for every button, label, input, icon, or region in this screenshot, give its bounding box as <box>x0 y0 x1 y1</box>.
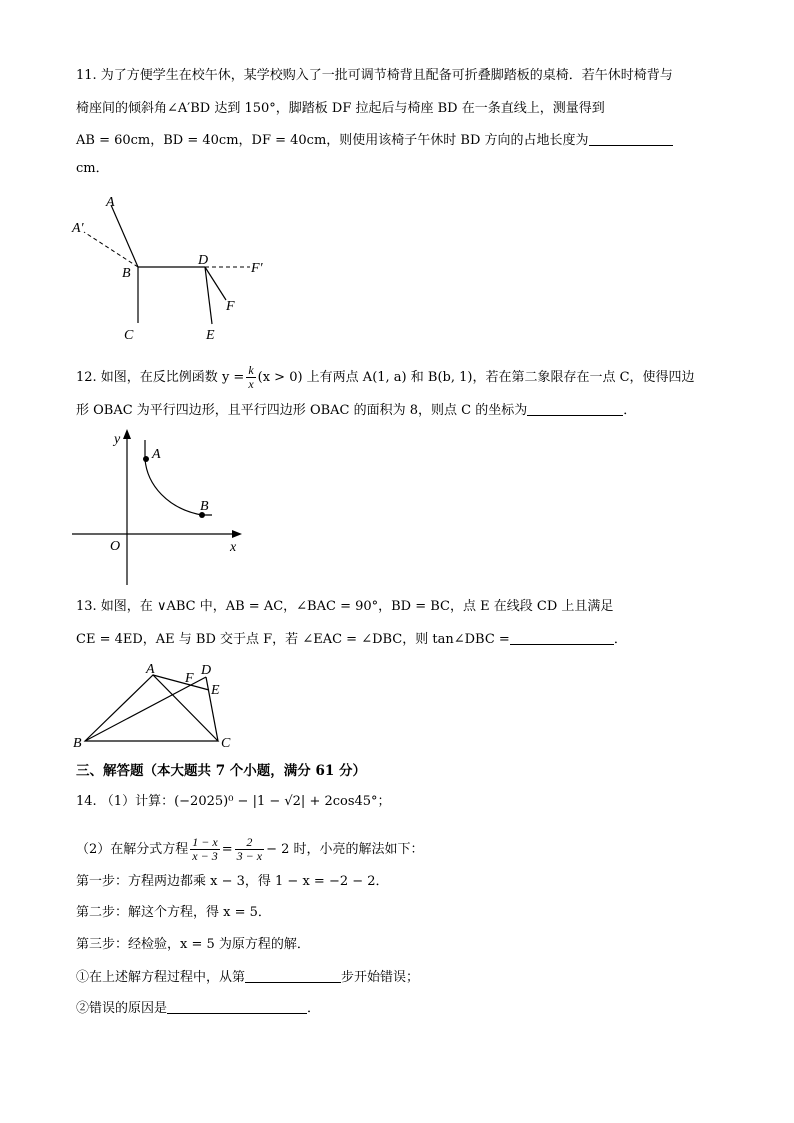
q12-frac-den: x <box>248 377 254 391</box>
y-axis-arrow <box>123 429 131 439</box>
q14-sub-2-end: ． <box>307 1001 321 1016</box>
q11-line-1: 11. 为了方便学生在校午休，某学校购入了一批可调节椅背且配备可折叠脚踏板的桌椅．若午休时椅背与 <box>76 68 673 83</box>
q13-line-2 <box>76 630 627 649</box>
label-a: A <box>152 447 161 462</box>
q12-frac-num: k <box>248 363 254 377</box>
label-e: E <box>206 328 215 343</box>
label-b: B <box>73 736 82 751</box>
label-d: D <box>201 663 212 678</box>
q14-sub-2 <box>76 999 320 1018</box>
q13-line-1: 13. 如图，在 ∨ABC 中，AB = AC，∠BAC = 90°，BD = BC，点 E 在线段 CD 上且满足 <box>76 599 614 614</box>
label-a: A <box>146 662 155 677</box>
label-d: D <box>198 253 209 268</box>
q11-line-2: 椅座间的倾斜角∠A′BD 达到 150°，脚踏板 DF 拉起后与椅座 BD 在一条直线上，测量得到 <box>76 101 605 116</box>
q12-figure <box>68 425 248 590</box>
label-b: B <box>200 499 209 514</box>
label-e: E <box>211 683 220 698</box>
label-c: C <box>221 736 231 751</box>
q14-sub-1 <box>76 968 419 987</box>
q14-sub-1-end: 步开始错误； <box>341 970 420 985</box>
q14-frac1-den: x − 3 <box>192 849 218 863</box>
q14-part-2-end: − 2 时，小亮的解法如下： <box>266 842 424 857</box>
q12-answer-blank[interactable] <box>527 401 623 416</box>
q14-part-1: 14. （1）计算：(−2025)⁰ − |1 − √2| + 2cos45°； <box>76 794 391 809</box>
q14-part-2 <box>76 836 424 863</box>
q14-frac1-num: 1 − x <box>192 835 218 849</box>
q12-line-1-end: (x > 0) 上有两点 A(1, a) 和 B(b, 1)，若在第二象限存在一点 C，使得四边 <box>257 370 695 385</box>
label-c: C <box>124 328 134 343</box>
q14-equals: = <box>221 842 233 857</box>
q11-line-3-text: AB = 60cm，BD = 40cm，DF = 40cm，则使用该椅子午休时 BD 方向的占地长度为 <box>76 133 589 148</box>
q14-reason-blank[interactable] <box>167 999 307 1014</box>
q14-frac2-num: 2 <box>235 836 264 850</box>
q11-line-3 <box>76 131 673 150</box>
q14-fraction-2 <box>235 836 264 863</box>
q14-step-1: 第一步：方程两边都乘 x − 3，得 1 − x = −2 − 2． <box>76 874 389 889</box>
q13-answer-blank[interactable] <box>510 630 614 645</box>
q12-fraction <box>246 364 255 391</box>
label-x: x <box>230 540 237 555</box>
q11-answer-blank[interactable] <box>589 131 673 146</box>
label-f: F <box>226 299 235 314</box>
label-b: B <box>122 266 131 281</box>
label-y: y <box>114 432 121 447</box>
q14-part-2-start: （2）在解分式方程 <box>76 842 189 857</box>
q14-sub-2-start: ②错误的原因是 <box>76 1001 168 1016</box>
q12-line-2-end: ． <box>623 403 637 418</box>
q13-figure <box>70 660 250 755</box>
x-axis-arrow <box>232 530 242 538</box>
q14-frac2-den: 3 − x <box>236 849 263 863</box>
segment-bd <box>85 677 206 741</box>
q11-line-4: cm． <box>76 161 109 176</box>
q12-line-2 <box>76 401 636 420</box>
point-a <box>143 456 149 462</box>
q13-line-2-text: CE = 4ED，AE 与 BD 交于点 F，若 ∠EAC = ∠DBC，则 tan∠DBC = <box>76 632 510 647</box>
q14-step-3: 第三步：经检验，x = 5 为原方程的解． <box>76 937 310 952</box>
label-f: F <box>185 671 194 686</box>
q14-step-2: 第二步：解这个方程，得 x = 5． <box>76 905 271 920</box>
section-heading: 三、解答题（本大题共 7 个小题，满分 61 分） <box>76 763 366 779</box>
label-a-prime: A′ <box>72 221 84 236</box>
label-a: A <box>106 195 115 210</box>
q13-line-2-end: ． <box>613 632 627 647</box>
q12-line-2-text: 形 OBAC 为平行四边形，且平行四边形 OBAC 的面积为 8，则点 C 的坐标为 <box>76 403 528 418</box>
q12-line-1 <box>76 364 695 391</box>
q14-sub-1-start: ①在上述解方程过程中，从第 <box>76 970 246 985</box>
label-f-prime: F′ <box>251 261 263 276</box>
q14-step-blank[interactable] <box>245 968 341 983</box>
q12-line-1-start: 12. 如图，在反比例函数 y = <box>76 370 245 385</box>
q14-fraction-1 <box>190 836 219 863</box>
label-o: O <box>110 539 121 554</box>
q11-figure <box>60 190 290 350</box>
